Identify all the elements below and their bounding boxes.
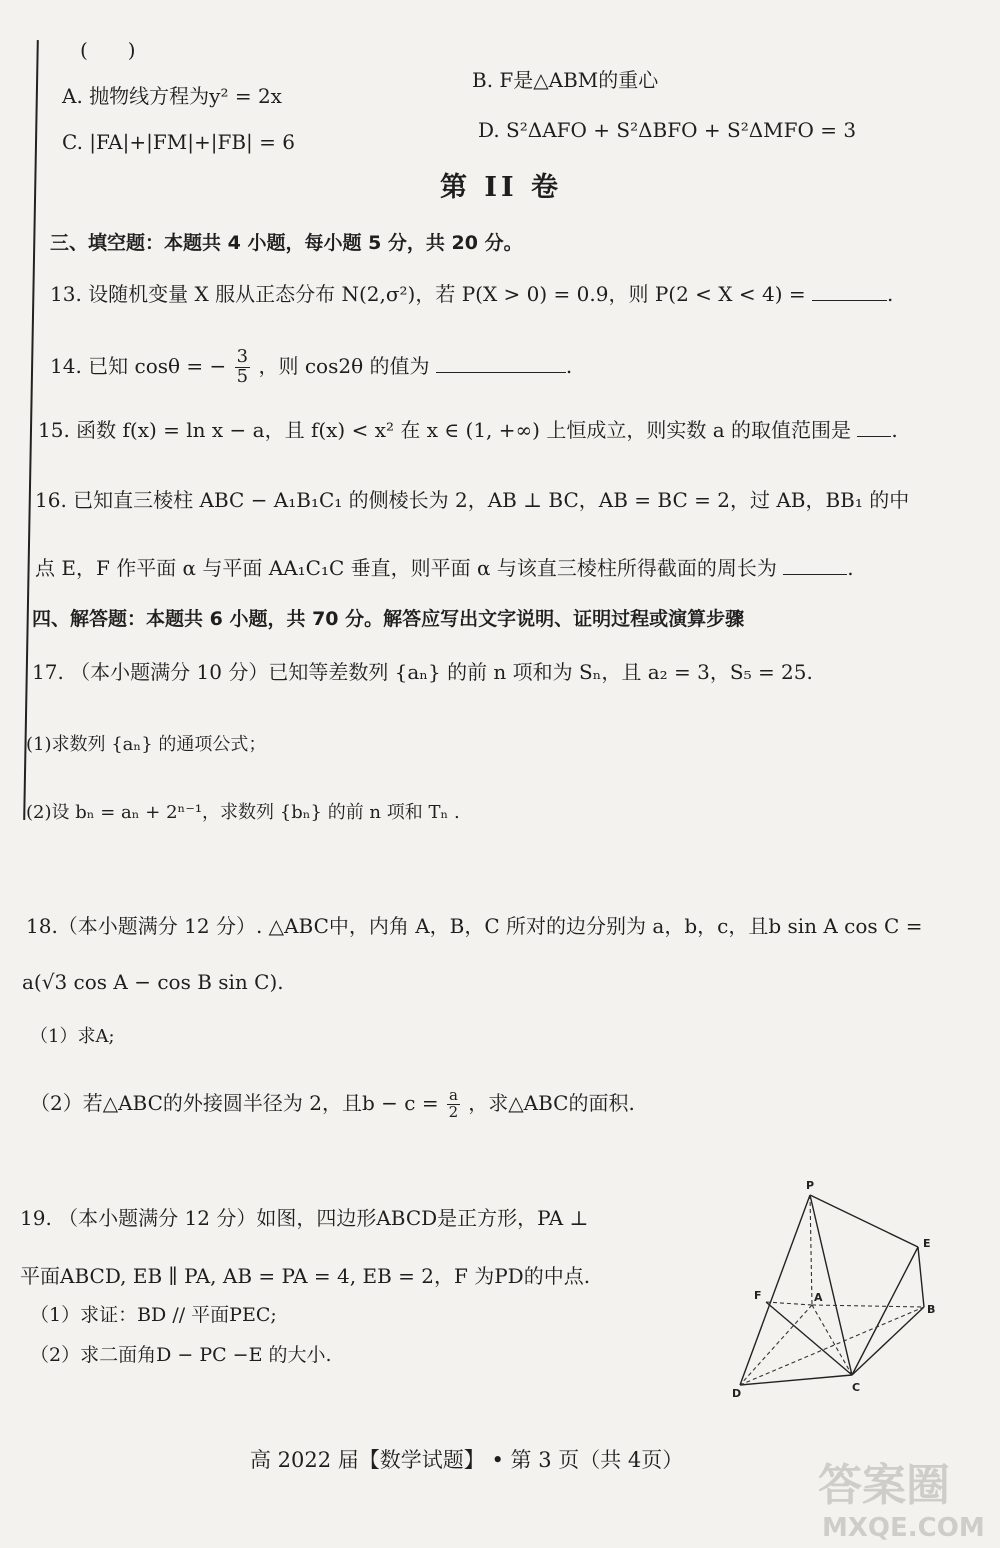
q16-answer-blank[interactable] — [783, 556, 847, 575]
q18-part-2-post: ，求△ABC的面积. — [468, 1090, 635, 1115]
edge-pe — [810, 1195, 918, 1247]
label-a: A — [814, 1291, 823, 1304]
edge-ad-hidden — [740, 1305, 812, 1385]
q19-part-1: （1）求证：BD // 平面PEC; — [30, 1304, 277, 1326]
geometry-figure — [720, 1175, 980, 1405]
q19-part-2: （2）求二面角D − PC −E 的大小. — [30, 1344, 332, 1366]
q14-period: . — [565, 353, 573, 378]
q18-part-2-pre: （2）若△ABC的外接圆半径为 2，且b − c = — [30, 1090, 439, 1115]
q13-answer-blank[interactable] — [812, 282, 887, 301]
q12-paren: ( ) — [80, 38, 136, 62]
question-13 — [50, 282, 893, 306]
q18-part-2 — [30, 1088, 635, 1121]
q14-answer-blank[interactable] — [436, 354, 566, 373]
watermark-url-text: MXQE.COM — [822, 1513, 985, 1543]
label-d: D — [732, 1387, 742, 1400]
edge-fa-hidden — [766, 1302, 812, 1305]
q14-text-post: ，则 cos2θ 的值为 — [258, 353, 430, 378]
label-p: P — [806, 1179, 815, 1192]
diagonal-db-hidden — [740, 1307, 924, 1385]
q18-part-1: （1）求A; — [30, 1026, 115, 1047]
question-14 — [50, 348, 572, 387]
q14-text-pre: 14. 已知 cosθ = − — [50, 353, 227, 378]
q18-line-2: a(√3 cos A − cos B sin C). — [22, 970, 284, 994]
fill-in-header: 三、填空题：本题共 4 小题，每小题 5 分，共 20 分。 — [50, 232, 523, 254]
edge-eb — [918, 1247, 924, 1307]
q17-stem: 17. （本小题满分 10 分）已知等差数列 {aₙ} 的前 n 项和为 Sₙ，且 a₂ = 3，S₅ = 25. — [32, 660, 813, 684]
q12-option-a: A. 抛物线方程为y² = 2x — [62, 84, 282, 108]
edge-ab-hidden — [812, 1305, 924, 1307]
edge-ec — [852, 1247, 918, 1375]
q15-text: 15. 函数 f(x) = ln x − a，且 f(x) < x² 在 x ∈ (1, +∞) 上恒成立，则实数 a 的取值范围是 — [38, 418, 851, 442]
q18-fraction-denominator: 2 — [448, 1102, 459, 1121]
label-e: E — [923, 1237, 931, 1250]
edge-bc — [852, 1307, 924, 1375]
page-footer: 高 2022 届【数学试题】 • 第 3 页（共 4页） — [250, 1448, 684, 1472]
label-f: F — [754, 1289, 762, 1302]
q16-line-2: 点 E，F 作平面 α 与平面 AA₁C₁C 垂直，则平面 α 与该直三棱柱所得截面的周长为 — [35, 556, 777, 580]
q19-line-2: 平面ABCD, EB ∥ PA, AB = PA = 4, EB = 2，F 为PD的中点. — [20, 1264, 591, 1288]
label-b: B — [927, 1303, 936, 1316]
q12-option-d: D. S²ΔAFO + S²ΔBFO + S²ΔMFO = 3 — [478, 118, 857, 142]
q19-line-1: 19. （本小题满分 12 分）如图，四边形ABCD是正方形，PA ⊥ — [20, 1206, 589, 1230]
q16-period: . — [847, 556, 854, 580]
answer-section-header: 四、解答题：本题共 6 小题，共 70 分。解答应写出文字说明、证明过程或演算步骤 — [32, 608, 745, 630]
label-c: C — [852, 1381, 861, 1394]
q14-numerator: 3 — [236, 346, 249, 367]
question-15 — [38, 418, 898, 442]
q17-part-2: (2)设 bₙ = aₙ + 2ⁿ⁻¹，求数列 {bₙ} 的前 n 项和 Tₙ . — [26, 802, 460, 823]
edge-pc — [810, 1195, 852, 1375]
q14-fraction — [235, 348, 250, 387]
q12-option-c: C. |FA|+|FM|+|FB| = 6 — [62, 130, 295, 154]
watermark-main-text: 答案圈 — [818, 1460, 950, 1511]
q18-line-1: 18.（本小题满分 12 分）. △ABC中，内角 A，B，C 所对的边分别为 a，b，c，且b sin A cos C = — [26, 914, 923, 938]
watermark-logo — [808, 1448, 998, 1548]
q13-period: . — [887, 282, 894, 306]
q13-text: 13. 设随机变量 X 服从正态分布 N(2,σ²)，若 P(X > 0) = 0.9，则 P(2 < X < 4) = — [50, 282, 806, 306]
edge-fc — [766, 1302, 852, 1375]
section-title: 第 II 卷 — [440, 172, 563, 203]
question-16-cont — [35, 556, 854, 580]
q18-fraction — [447, 1088, 460, 1121]
q12-option-b: B. F是△ABM的重心 — [472, 68, 659, 92]
q14-denominator: 5 — [236, 365, 249, 387]
margin-line — [23, 40, 39, 820]
q18-fraction-numerator: a — [448, 1086, 458, 1104]
edge-pa-hidden — [810, 1195, 812, 1305]
edge-dc — [740, 1375, 852, 1385]
q15-answer-blank[interactable] — [857, 418, 891, 437]
q15-period: . — [891, 418, 898, 442]
q16-line-1: 16. 已知直三棱柱 ABC − A₁B₁C₁ 的侧棱长为 2，AB ⊥ BC，AB = BC = 2，过 AB，BB₁ 的中 — [35, 488, 910, 512]
edge-pd — [740, 1195, 810, 1385]
q17-part-1: (1)求数列 {aₙ} 的通项公式； — [26, 734, 267, 755]
